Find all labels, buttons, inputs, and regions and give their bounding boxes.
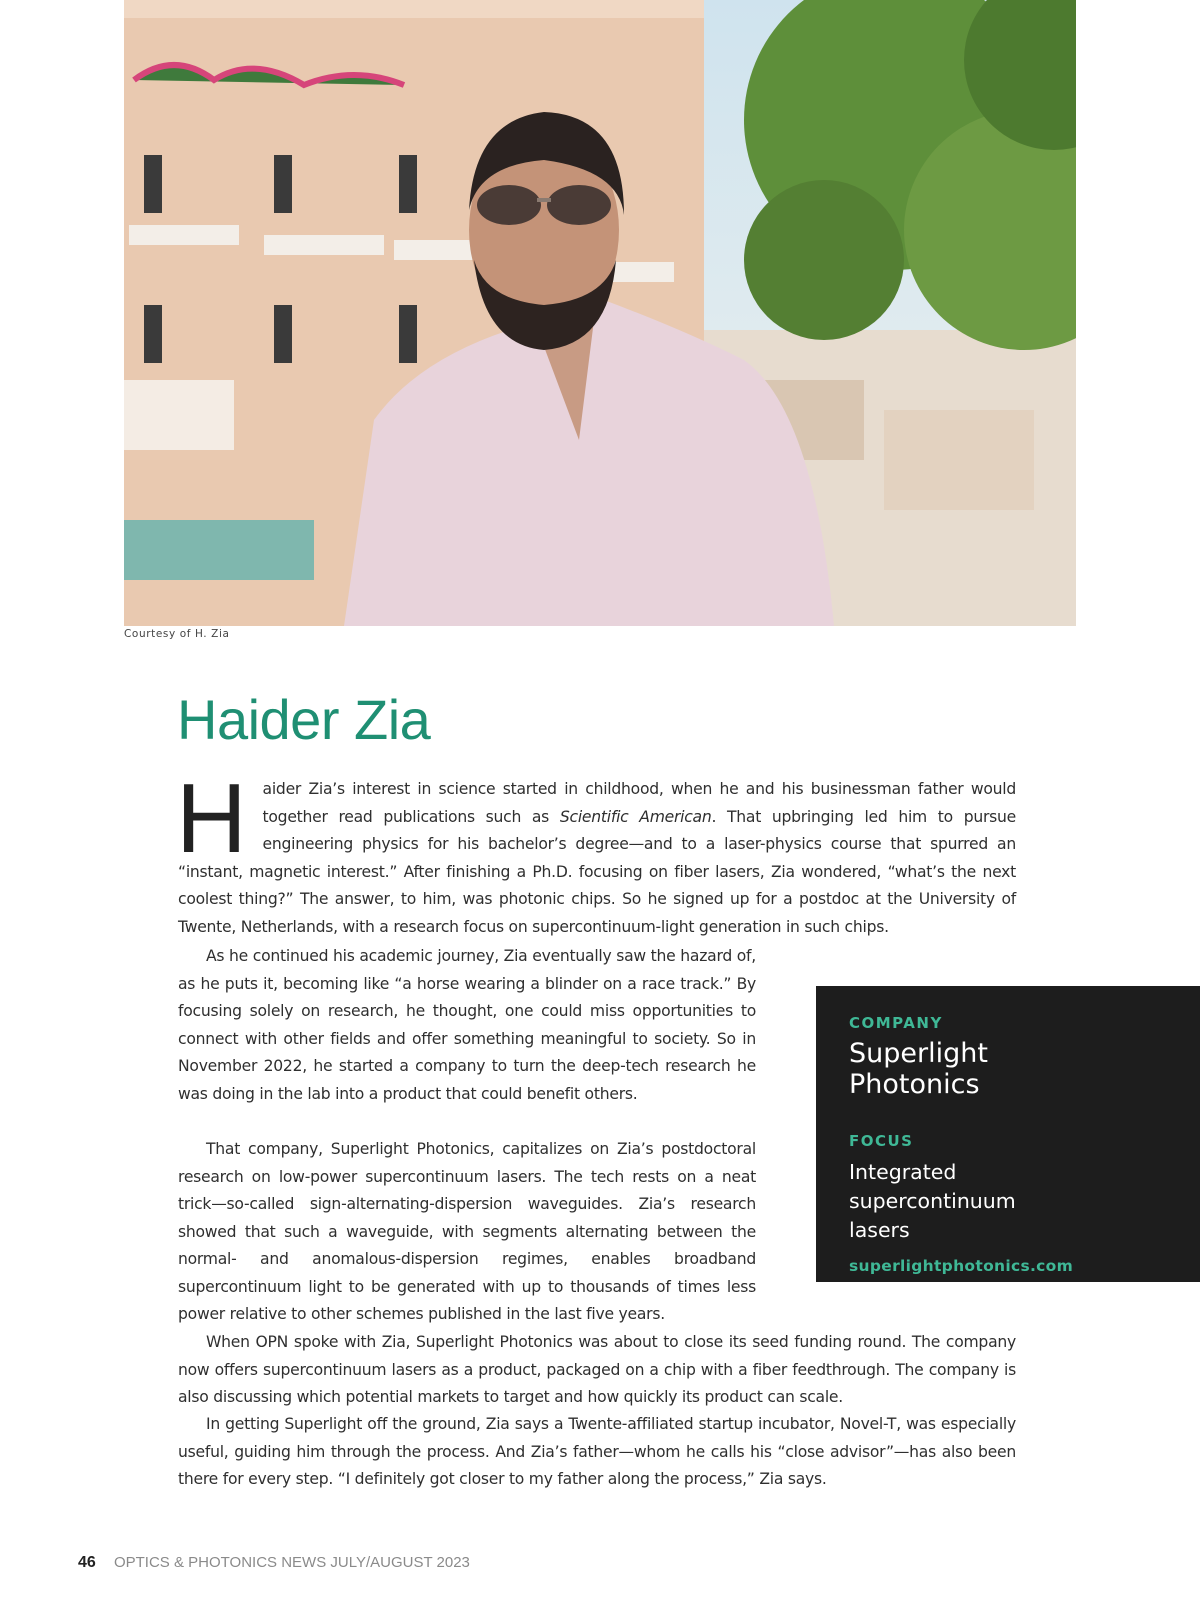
paragraph-1-text: aider Zia’s interest in science started in childhood, when he and his businessman father would together read publications such as bbox=[262, 780, 1016, 826]
page-footer bbox=[78, 1554, 470, 1572]
company-name: Superlight Photonics bbox=[849, 1038, 988, 1100]
company-label: COMPANY bbox=[849, 1014, 943, 1032]
article-paragraph-2: As he continued his academic journey, Zia eventually saw the hazard of, as he puts it, becoming like “a horse wearing a blinder on a race track.” By focusing solely on research, he thought, one could miss opportunities to connect with other fields and offer something meaningful to society. So in November 2022, he started a company to turn the deep-tech research he was doing in the lab into a product that could benefit others. bbox=[178, 947, 756, 1103]
paragraph-1-text-end: . That upbringing led him to pursue engineering physics for his bachelor’s degree—and to a laser-physics course that spurred an “instant, magnetic interest.” After finishing a Ph.D. focusing on fiber lasers, Zia wondered, “what’s the next coolest thing?” The answer, to him, was photonic chips. So he signed up for a postdoc at the University of Twente, Netherlands, with a research focus on supercontinuum-light generation in such chips. bbox=[178, 807, 1016, 936]
publication-name: Scientific American bbox=[559, 807, 712, 826]
article-paragraph-3: That company, Superlight Photonics, capitalizes on Zia’s postdoctoral research on low-power supercontinuum lasers. The tech rests on a neat trick—so-called sign-alternating-dispersion waveguides. Zia’s research showed that such a waveguide, with segments alternating between the normal- and anomalous-dispersion regimes, enables broadband supercontinuum light to be generated with up to thousands of times less power relative to other schemes published in the last five years. bbox=[178, 1140, 756, 1323]
page-number: 46 bbox=[78, 1554, 96, 1571]
company-url-link[interactable]: superlightphotonics.com bbox=[849, 1257, 1074, 1275]
focus-text: Integrated supercontinuum lasers bbox=[849, 1160, 1016, 1242]
portrait-photo bbox=[124, 0, 1076, 626]
photo-credit: Courtesy of H. Zia bbox=[124, 628, 230, 640]
portrait-illustration bbox=[124, 0, 1076, 626]
focus-label: FOCUS bbox=[849, 1132, 914, 1150]
article-paragraph-1 bbox=[176, 763, 1016, 941]
article-title: Haider Zia bbox=[177, 688, 431, 751]
article-paragraph-4: When OPN spoke with Zia, Superlight Photonics was about to close its seed funding round. The company now offers supercontinuum lasers as a product, packaged on a chip with a fiber feedthrough. The company is also discussing which potential markets to target and how quickly its product can scale. bbox=[178, 1333, 1016, 1406]
publication-line: OPTICS & PHOTONICS NEWS JULY/AUGUST 2023 bbox=[113, 1554, 470, 1571]
drop-cap: H bbox=[176, 763, 247, 873]
company-sidebar bbox=[816, 986, 1200, 1282]
article-paragraph-5: In getting Superlight off the ground, Zia says a Twente-affiliated startup incubator, Novel-T, was especially useful, guiding him through the process. And Zia’s father—whom he calls his “close advisor”—has also been there for every step. “I definitely got closer to my father along the process,” Zia says. bbox=[178, 1415, 1016, 1488]
